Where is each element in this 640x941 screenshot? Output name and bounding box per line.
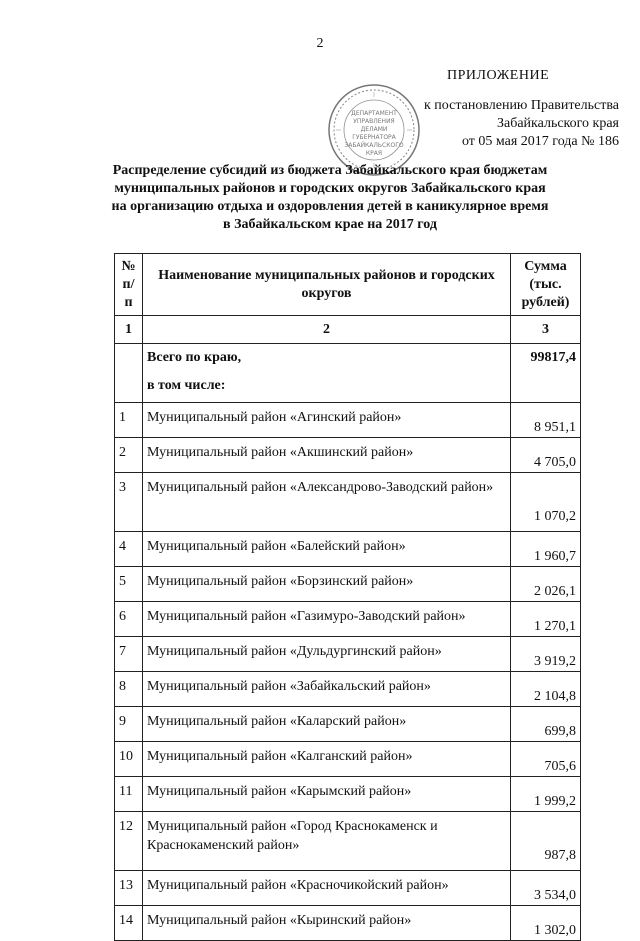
column-index-3: 3 (511, 316, 581, 344)
subsidy-table (114, 253, 581, 941)
row-name: Муниципальный район «Акшинский район» (143, 438, 511, 473)
table-row (115, 438, 581, 473)
total-amount: 99817,4 (511, 344, 581, 403)
svg-text:ДЕПАРТАМЕНТ: ДЕПАРТАМЕНТ (351, 110, 397, 117)
row-num: 14 (115, 906, 143, 941)
row-amount: 1 070,2 (511, 473, 581, 532)
svg-text:ДЕЛАМИ: ДЕЛАМИ (360, 126, 388, 133)
decree-line-1: к постановлению Правительства (423, 98, 619, 113)
column-index-2: 2 (143, 316, 511, 344)
row-name: Муниципальный район «Город Краснокаменск и Краснокаменский район» (143, 812, 511, 871)
row-num: 9 (115, 707, 143, 742)
total-sublabel: в том числе: (147, 378, 226, 393)
row-amount: 1 302,0 (511, 906, 581, 941)
svg-text:ГУБЕРНАТОРА: ГУБЕРНАТОРА (352, 134, 396, 141)
table-row (115, 567, 581, 602)
total-label: Всего по краю, (147, 350, 242, 365)
table-row (115, 707, 581, 742)
table-row (115, 672, 581, 707)
row-num: 7 (115, 637, 143, 672)
row-name: Муниципальный район «Каларский район» (143, 707, 511, 742)
row-name: Муниципальный район «Александрово-Заводский район» (143, 473, 511, 532)
svg-text:УПРАВЛЕНИЯ: УПРАВЛЕНИЯ (353, 118, 395, 125)
row-name: Муниципальный район «Красночикойский район» (143, 871, 511, 906)
svg-text:ЗАБАЙКАЛЬСКОГО: ЗАБАЙКАЛЬСКОГО (344, 142, 404, 149)
row-name: Муниципальный район «Балейский район» (143, 532, 511, 567)
row-num: 3 (115, 473, 143, 532)
page-number: 2 (316, 36, 324, 51)
row-num: 2 (115, 438, 143, 473)
row-amount: 2 104,8 (511, 672, 581, 707)
row-num: 12 (115, 812, 143, 871)
row-name: Муниципальный район «Газимуро-Заводский район» (143, 602, 511, 637)
row-num: 13 (115, 871, 143, 906)
row-amount: 987,8 (511, 812, 581, 871)
appendix-label: ПРИЛОЖЕНИЕ (447, 68, 550, 83)
row-num: 5 (115, 567, 143, 602)
table-row (115, 602, 581, 637)
table-row (115, 473, 581, 532)
row-amount: 4 705,0 (511, 438, 581, 473)
row-num: 8 (115, 672, 143, 707)
total-label-cell (143, 344, 511, 403)
row-name: Муниципальный район «Забайкальский район» (143, 672, 511, 707)
table-row (115, 742, 581, 777)
row-num: 1 (115, 403, 143, 438)
document-title: Распределение субсидий из бюджета Забайкальского края бюджетам муниципальных районов и городских округов Забайкальского края на организацию отдыха и оздоровления детей в каникулярное время в Забайкальском крае на 2017 год (111, 163, 549, 232)
row-num: 4 (115, 532, 143, 567)
table-row (115, 777, 581, 812)
svg-text:КРАЯ: КРАЯ (365, 150, 383, 157)
row-num: 10 (115, 742, 143, 777)
row-amount: 705,6 (511, 742, 581, 777)
decree-reference (389, 97, 619, 151)
row-amount: 3 919,2 (511, 637, 581, 672)
row-name: Муниципальный район «Агинский район» (143, 403, 511, 438)
header-sum: Сумма (тыс. рублей) (511, 254, 581, 316)
row-name: Муниципальный район «Кыринский район» (143, 906, 511, 941)
table-row (115, 812, 581, 871)
column-index-row (115, 316, 581, 344)
decree-line-3: от 05 мая 2017 года № 186 (461, 134, 619, 149)
total-row (115, 344, 581, 403)
table-row (115, 532, 581, 567)
row-amount: 1 270,1 (511, 602, 581, 637)
row-name: Муниципальный район «Борзинский район» (143, 567, 511, 602)
table-row (115, 637, 581, 672)
row-amount: 699,8 (511, 707, 581, 742)
table-row (115, 403, 581, 438)
header-num: № п/п (115, 254, 143, 316)
row-name: Муниципальный район «Дульдургинский район» (143, 637, 511, 672)
decree-line-2: Забайкальского края (496, 116, 619, 131)
total-num (115, 344, 143, 403)
row-amount: 1 999,2 (511, 777, 581, 812)
row-amount: 8 951,1 (511, 403, 581, 438)
row-amount: 2 026,1 (511, 567, 581, 602)
row-num: 11 (115, 777, 143, 812)
header-name: Наименование муниципальных районов и городских округов (143, 254, 511, 316)
table-header-row (115, 254, 581, 316)
row-amount: 3 534,0 (511, 871, 581, 906)
table-row (115, 871, 581, 906)
column-index-1: 1 (115, 316, 143, 344)
row-name: Муниципальный район «Карымский район» (143, 777, 511, 812)
row-name: Муниципальный район «Калганский район» (143, 742, 511, 777)
row-amount: 1 960,7 (511, 532, 581, 567)
row-num: 6 (115, 602, 143, 637)
table-row (115, 906, 581, 941)
